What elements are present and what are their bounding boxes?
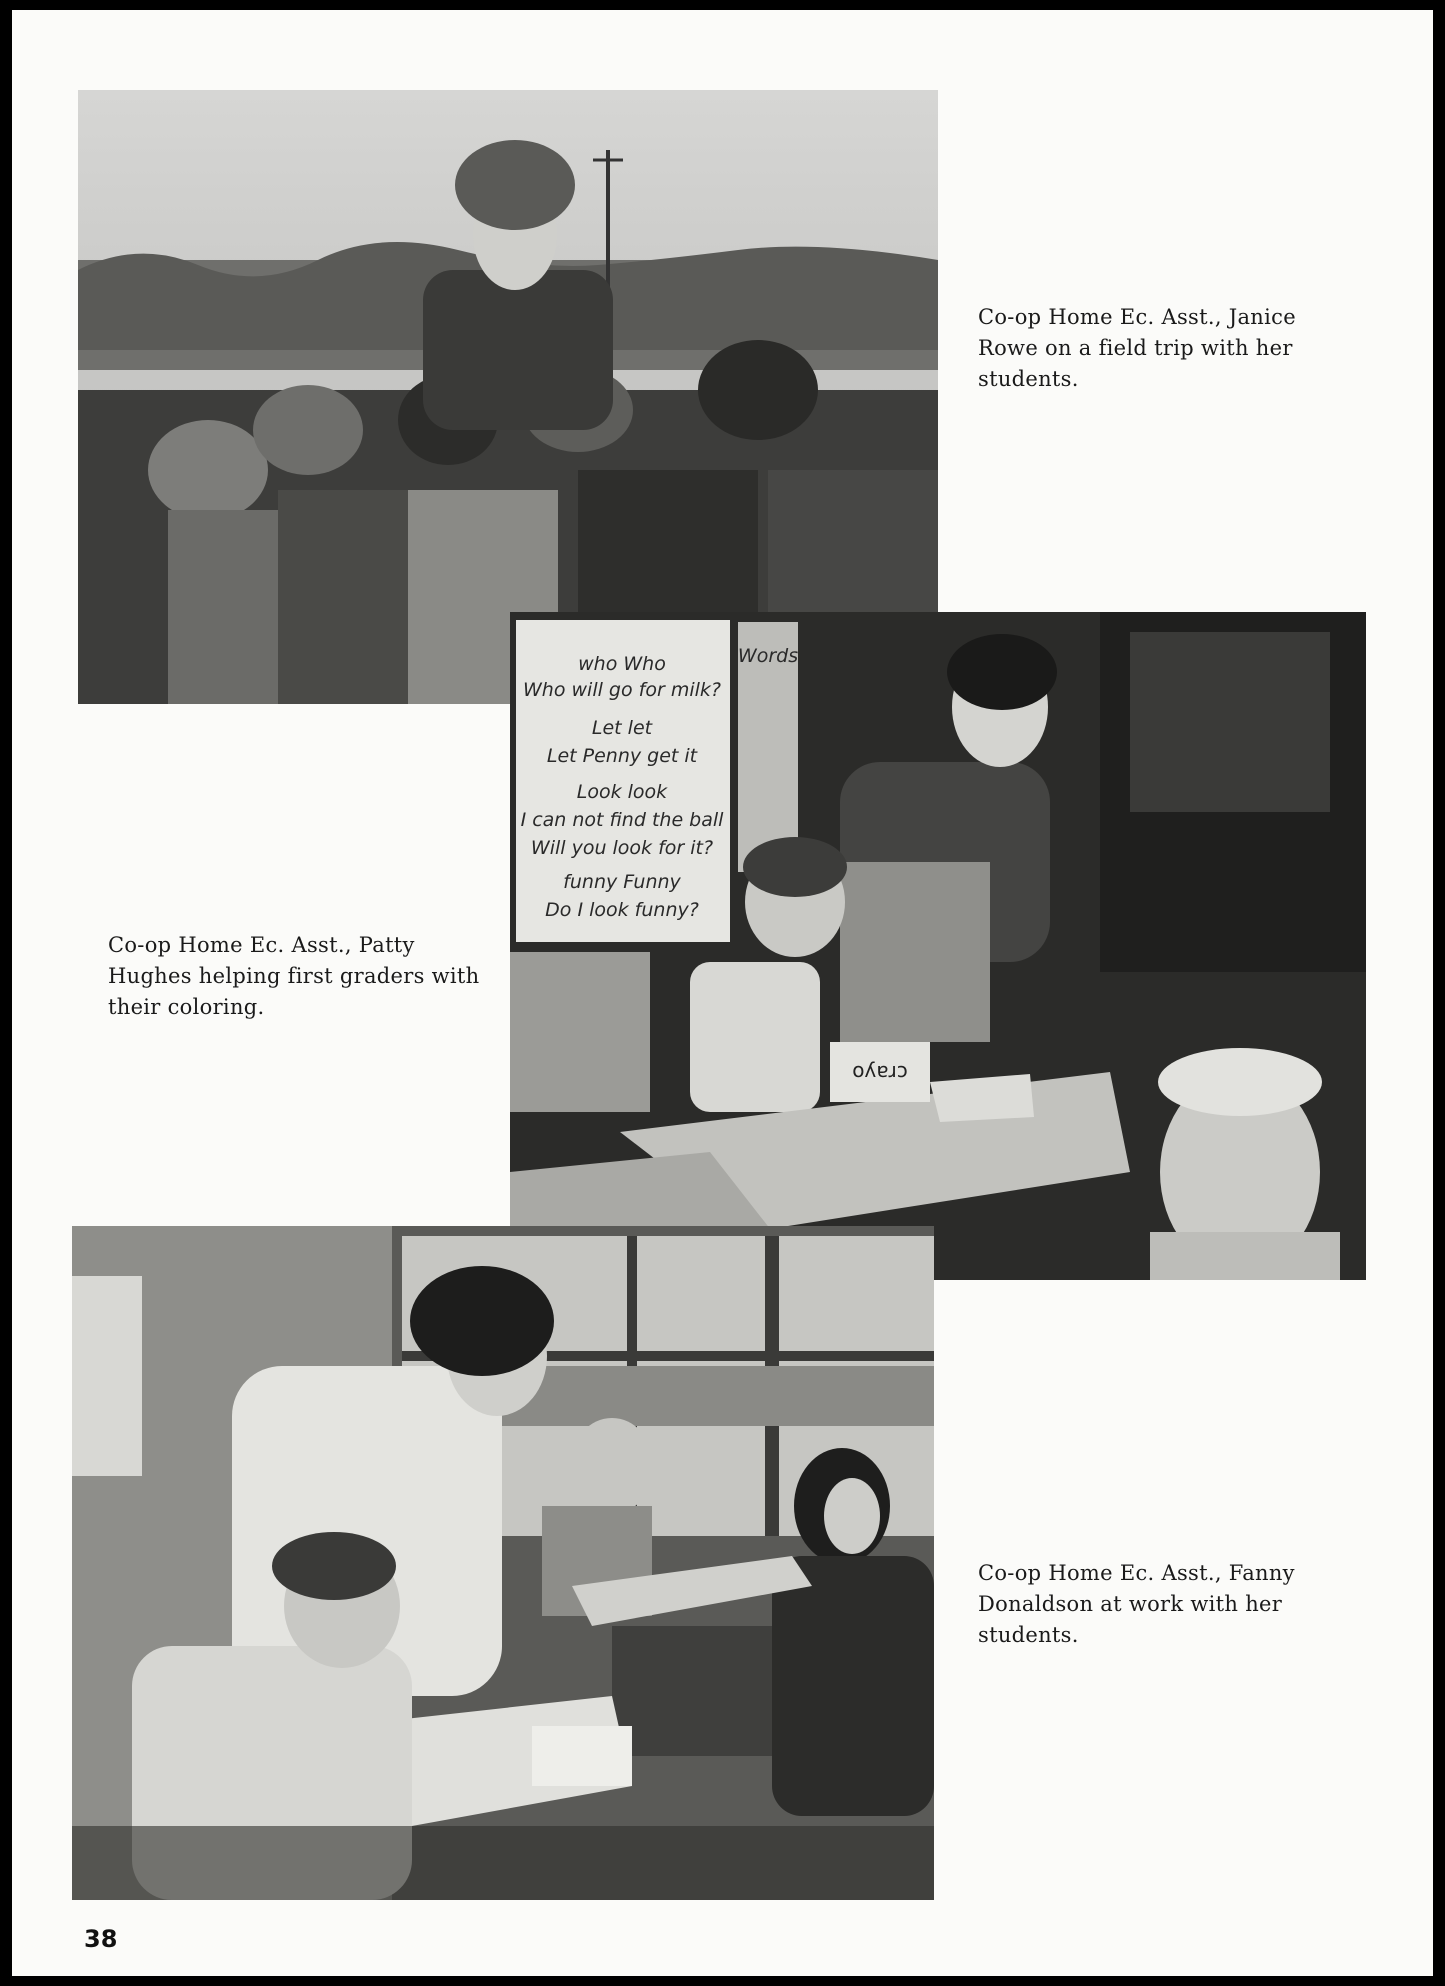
caption-line: Co-op Home Ec. Asst., Janice bbox=[978, 305, 1296, 329]
caption-line: Co-op Home Ec. Asst., Patty bbox=[108, 933, 415, 957]
chart-line: who Who bbox=[578, 653, 666, 675]
caption-line: their coloring. bbox=[108, 995, 265, 1019]
crayon-box-label: crayo bbox=[852, 1061, 908, 1085]
photo-coloring bbox=[510, 612, 1366, 1280]
chart-side-label: Words bbox=[737, 645, 799, 667]
caption-line: Hughes helping first graders with bbox=[108, 964, 480, 988]
chart-line: Will you look for it? bbox=[530, 837, 714, 859]
caption-line: students. bbox=[978, 367, 1079, 391]
chart-line: Who will go for milk? bbox=[523, 679, 721, 701]
page-number: 38 bbox=[84, 1925, 118, 1953]
caption-line: students. bbox=[978, 1623, 1079, 1647]
photo-classroom bbox=[72, 1226, 934, 1900]
caption-line: Co-op Home Ec. Asst., Fanny bbox=[978, 1561, 1295, 1585]
caption-line: Donaldson at work with her bbox=[978, 1592, 1283, 1616]
chart-line: Do I look funny? bbox=[545, 899, 699, 921]
chart-line: Look look bbox=[576, 781, 668, 803]
chart-line: Let Penny get it bbox=[546, 745, 698, 767]
caption-classroom bbox=[978, 1558, 1295, 1651]
chart-line: funny Funny bbox=[563, 871, 681, 893]
chart-line: Let let bbox=[591, 717, 653, 739]
caption-line: Rowe on a field trip with her bbox=[978, 336, 1293, 360]
caption-coloring bbox=[108, 930, 480, 1023]
caption-field-trip bbox=[978, 302, 1296, 395]
yearbook-page bbox=[12, 10, 1433, 1976]
chart-line: I can not find the ball bbox=[520, 809, 724, 831]
